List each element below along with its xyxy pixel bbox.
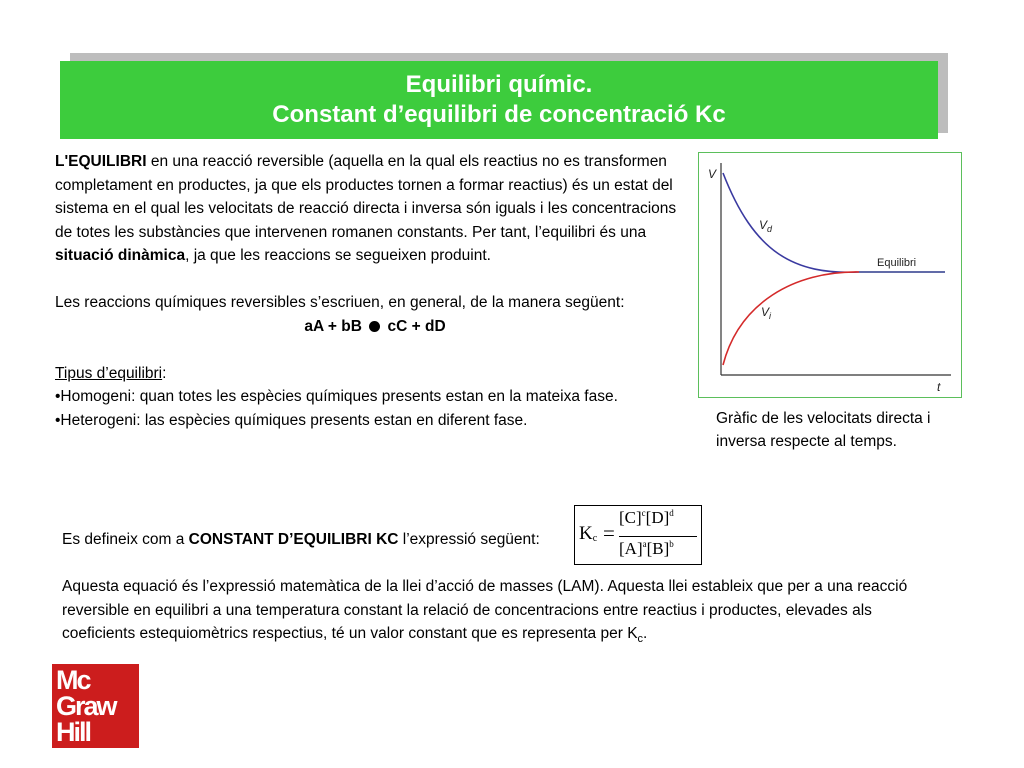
definition-paragraph: L'EQUILIBRI en una reacció reversible (aquella en la qual els reactius no es transformen completament en productes, ja que els productes tornen a formar reactius) és un estat del sistema en el qual les velocitats de reacció directa i inversa són iguals i les concentracions de totes les substàncies que intervenen romanen constants. Per tant, l’equilibri és una situació dinàmica, ja que les reaccions se segueixen produint. [55, 153, 677, 264]
formula-fraction-bar [619, 536, 697, 537]
direct-rate-curve [723, 173, 859, 272]
intro-text [55, 150, 695, 432]
y-axis-label: V [708, 167, 717, 181]
mcgraw-hill-logo: Mc Graw Hill [52, 664, 139, 748]
definition-term: L'EQUILIBRI [55, 153, 147, 170]
type-heterogeni: •Heterogeni: las espècies químiques presents estan en diferent fase. [55, 411, 528, 429]
type-homogeni: •Homogeni: quan totes les espècies químiques presents estan en la mateixa fase. [55, 388, 618, 405]
title-line-2: Constant d’equilibri de concentració Kc [272, 101, 726, 128]
reversible-paragraph: Les reaccions químiques reversibles s’escriuen, en general, de la manera següent: [55, 294, 625, 311]
types-heading: Tipus d’equilibri: [55, 364, 167, 382]
formula-denominator: $[A]^a[B]^b$ [619, 539, 674, 558]
dynamic-situation: situació dinàmica [55, 247, 186, 264]
lam-paragraph: Aquesta equació és l’expressió matemàtica de la llei d’acció de masses (LAM). Aquesta llei estableix que per a una reacció reversible en equilibri a una temperatura constant la relació de concentracions entre reactius i productes, elevades als coeficients estequiomètrics respectius, té un valor constant que es representa per $K_c$. [62, 578, 908, 646]
formula-numerator: $[C]^c[D]^d$ [619, 508, 674, 527]
title-line-1: Equilibri químic. [405, 71, 593, 98]
reaction-arrow-dot-icon [369, 321, 380, 332]
direct-curve-label: $V_d$ [759, 218, 773, 234]
inverse-curve-label: $V_i$ [761, 305, 772, 321]
reaction-equation: aA + bB cC + dD [304, 317, 446, 335]
slide-title [60, 61, 938, 139]
kc-formula [574, 505, 702, 565]
x-axis-label: t [937, 380, 941, 394]
graph-caption: Gràfic de les velocitats directa i inversa respecte al temps. [716, 410, 931, 450]
formula-equals: = [603, 521, 615, 545]
velocity-graph [698, 152, 962, 398]
inverse-rate-curve [723, 272, 859, 365]
formula-k: $K_c$ [579, 523, 598, 544]
equilibrium-label: Equilibri [877, 257, 917, 269]
kc-definition: Es defineix com a CONSTANT D’EQUILIBRI KC l’expressió següent: [62, 531, 540, 548]
